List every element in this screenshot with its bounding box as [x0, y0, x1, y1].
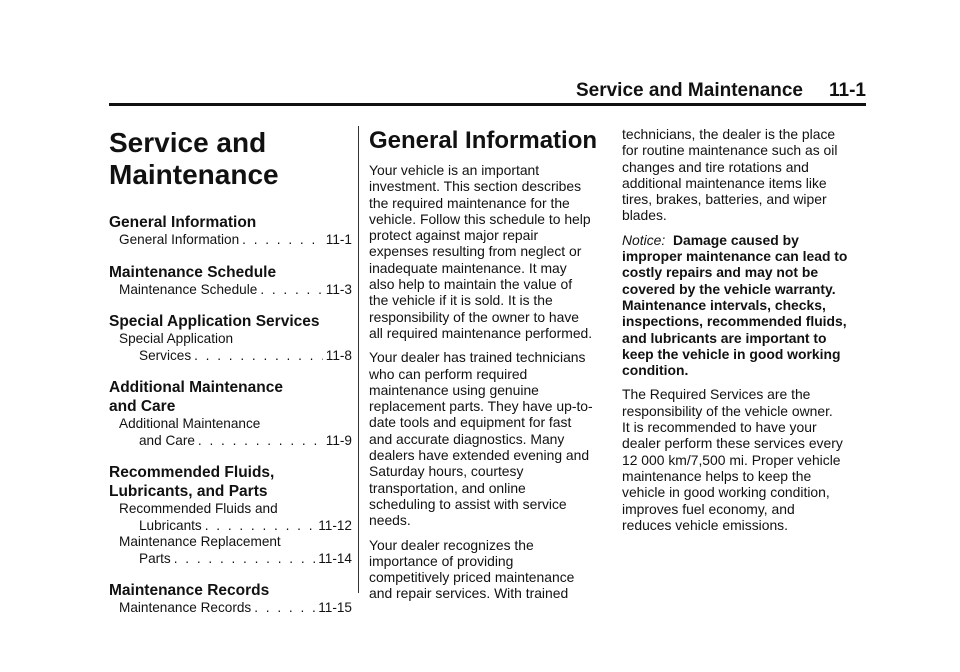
- text-line: additional maintenance items like: [622, 174, 827, 191]
- header-page-number: 11-1: [829, 80, 866, 101]
- toc-section-heading: Lubricants, and Parts: [109, 483, 268, 500]
- text-line: for routine maintenance such as oil: [622, 142, 838, 159]
- toc-page-number: 11-9: [325, 432, 352, 448]
- paragraph: [369, 537, 607, 602]
- text-line: expenses resulting from neglect or: [369, 243, 582, 260]
- article-column-1: [369, 126, 607, 610]
- toc-entry-label: Special Application: [119, 331, 234, 346]
- toc-section-heading: General Information: [109, 214, 257, 231]
- toc-entry[interactable]: [109, 416, 352, 449]
- toc-entry-label: Additional Maintenance: [119, 416, 261, 431]
- dot-leader: [205, 518, 316, 535]
- toc-entry[interactable]: [109, 600, 352, 617]
- dot-leader: [174, 551, 316, 568]
- notice-text-line: costly repairs and may not be: [622, 264, 819, 281]
- toc-entry-label: Maintenance Replacement: [119, 534, 281, 549]
- toc-entry[interactable]: [109, 232, 352, 249]
- text-line: who can perform required: [369, 365, 528, 382]
- toc-entry[interactable]: [109, 534, 352, 567]
- text-line: dealer perform these services every: [622, 435, 843, 452]
- notice-text-line: condition.: [622, 362, 689, 379]
- toc-page-number: 11-8: [325, 347, 352, 363]
- notice-text-line: inspections, recommended fluids,: [622, 313, 847, 330]
- toc-entry-line: [119, 551, 352, 568]
- column-divider: [358, 126, 359, 593]
- toc-section-heading: Maintenance Records: [109, 582, 270, 599]
- notice-text-line: keep the vehicle in good working: [622, 345, 841, 362]
- text-line: dealers have extended evening and: [369, 447, 590, 464]
- toc-entry-label: Services: [139, 347, 192, 363]
- toc-section: [109, 463, 352, 567]
- header-rule: [109, 103, 866, 106]
- toc-entry-line: [119, 348, 352, 365]
- notice-paragraph: [622, 232, 868, 379]
- text-line: Your vehicle is an important: [369, 162, 540, 178]
- text-line: 12 000 km/7,500 mi. Proper vehicle: [622, 451, 841, 468]
- text-line: transportation, and online: [369, 479, 526, 496]
- text-line: importance of providing: [369, 552, 514, 569]
- text-line: maintenance helps to keep the: [622, 467, 812, 484]
- chapter-title: [109, 127, 352, 191]
- text-line: and repair services. With trained: [369, 585, 569, 602]
- toc-entry-line: [119, 282, 352, 299]
- paragraph: [369, 349, 607, 528]
- notice-text-line: improper maintenance can lead to: [622, 248, 848, 265]
- text-line: also help to maintain the value of: [369, 276, 573, 293]
- text-line: responsibility of the vehicle owner.: [622, 402, 833, 419]
- text-line: changes and tire rotations and: [622, 158, 809, 175]
- toc-page-number: 11-15: [318, 600, 352, 615]
- dot-leader: [254, 600, 315, 617]
- toc-entry-label: Maintenance Records: [119, 600, 252, 615]
- text-line: date tools and equipment for fast: [369, 414, 572, 431]
- toc-page-number: 11-14: [318, 550, 352, 566]
- toc-section-heading: Special Application Services: [109, 313, 320, 330]
- toc-section: [109, 263, 352, 299]
- toc-entry[interactable]: [109, 331, 352, 364]
- article-title: General Information: [369, 127, 598, 154]
- text-line: Your dealer has trained technicians: [369, 349, 586, 366]
- paragraph: [369, 162, 607, 341]
- toc-section: [109, 378, 352, 449]
- text-line: reduces vehicle emissions.: [622, 516, 788, 533]
- text-line: inadequate maintenance. It may: [369, 259, 567, 276]
- toc-entry[interactable]: [109, 282, 352, 299]
- toc-entry-line: [119, 600, 352, 617]
- page-header: [0, 0, 960, 106]
- text-line: tires, brakes, batteries, and wiper: [622, 191, 827, 208]
- text-line: maintenance using genuine: [369, 381, 539, 398]
- text-line: the vehicle if it is sold. It is the: [369, 292, 553, 309]
- text-line: scheduling to assist with service: [369, 495, 567, 512]
- notice-text-line: covered by the vehicle warranty.: [622, 280, 836, 297]
- text-line: the required maintenance for the: [369, 194, 570, 211]
- text-line: Saturday hours, courtesy: [369, 463, 524, 480]
- toc-entry-line: [119, 232, 352, 249]
- text-line: blades.: [622, 207, 667, 224]
- table-of-contents: [109, 213, 352, 617]
- chapter-contents-column: [109, 112, 352, 617]
- toc-section: [109, 312, 352, 364]
- toc-section-heading: and Care: [109, 398, 176, 415]
- text-line: needs.: [369, 512, 411, 529]
- article-column-2: [622, 126, 868, 541]
- toc-entry-line: [119, 518, 352, 535]
- paragraph-continued: [622, 126, 868, 224]
- text-line: Your dealer recognizes the: [369, 536, 534, 553]
- text-line: vehicle in good working condition,: [622, 484, 830, 501]
- text-line: The Required Services are the: [622, 386, 811, 403]
- running-header: [576, 80, 866, 102]
- text-line: improves fuel economy, and: [622, 500, 795, 517]
- article-body-1: [369, 162, 607, 602]
- text-line: vehicle. Follow this schedule to help: [369, 210, 591, 227]
- paragraph-required-services: [622, 386, 868, 533]
- text-line: and accurate diagnostics. Many: [369, 430, 565, 447]
- chapter-title-line-1: Service and: [109, 127, 267, 158]
- dot-leader: [198, 433, 323, 450]
- text-line: competitively priced maintenance: [369, 569, 575, 586]
- toc-section: [109, 213, 352, 249]
- notice-text: Damage caused by: [672, 231, 799, 248]
- toc-section-heading: Maintenance Schedule: [109, 263, 277, 281]
- toc-entry-label: Recommended Fluids and: [119, 501, 278, 516]
- notice-text-line: Maintenance intervals, checks,: [622, 296, 826, 313]
- text-line: replacement parts. They have up-to-: [369, 398, 593, 415]
- toc-entry-label: General Information: [119, 232, 240, 247]
- toc-section-heading: Recommended Fluids,: [109, 464, 275, 481]
- toc-section: [109, 581, 352, 617]
- toc-section-heading: Additional Maintenance: [109, 379, 283, 396]
- toc-entry-line: [119, 433, 352, 450]
- notice-first-line: [622, 232, 868, 248]
- text-line: investment. This section describes: [369, 178, 582, 195]
- toc-entry-label: Lubricants: [139, 517, 202, 533]
- text-line: It is recommended to have your: [622, 419, 817, 436]
- dot-leader: [194, 348, 323, 365]
- text-line: all required maintenance performed.: [369, 324, 593, 341]
- text-line: technicians, the dealer is the place: [622, 126, 836, 142]
- toc-page-number: 11-3: [325, 281, 352, 297]
- notice-label: Notice:: [622, 231, 666, 248]
- chapter-title-line-2: Maintenance: [109, 159, 279, 190]
- toc-entry[interactable]: [109, 501, 352, 534]
- toc-entry-label: Maintenance Schedule: [119, 281, 258, 297]
- toc-entry-label: and Care: [139, 432, 195, 448]
- dot-leader: [260, 282, 322, 299]
- text-line: responsibility of the owner to have: [369, 308, 580, 325]
- toc-page-number: 11-1: [325, 232, 352, 247]
- header-section-title: Service and Maintenance: [575, 80, 804, 101]
- toc-page-number: 11-12: [318, 517, 352, 533]
- dot-leader: [242, 232, 323, 249]
- toc-entry-label: Parts: [139, 550, 171, 566]
- text-line: protect against major repair: [369, 227, 539, 244]
- notice-text-line: and lubricants are important to: [622, 329, 827, 346]
